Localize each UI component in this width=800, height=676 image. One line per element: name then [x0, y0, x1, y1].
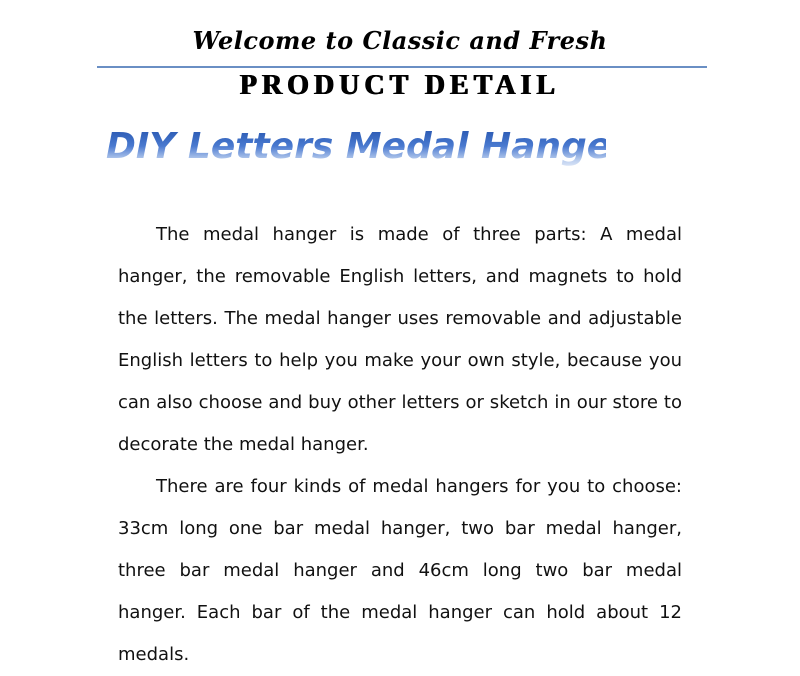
description-paragraph-1: The medal hanger is made of three parts: A medal hanger, the removable English letters, and magnets to hold the letters. The medal hanger uses removable and adjustable English letters to help you make your own style, because you can also choose and buy other letters or sketch in our store to decorate the medal hanger. [118, 224, 682, 455]
description-paragraph-2: There are four kinds of medal hangers for you to choose: 33cm long one bar medal hanger, two bar medal hanger, three bar medal hanger and 46cm long two bar medal hanger. Each bar of the medal hanger can hold about 12 medals. [118, 476, 682, 665]
welcome-heading: Welcome to Classic and Fresh [192, 26, 608, 55]
section-title: DIY Letters Medal Hanger [106, 124, 606, 170]
product-detail-heading: PRODUCT DETAIL [239, 70, 561, 101]
header-divider [97, 66, 707, 68]
product-description [118, 214, 682, 676]
